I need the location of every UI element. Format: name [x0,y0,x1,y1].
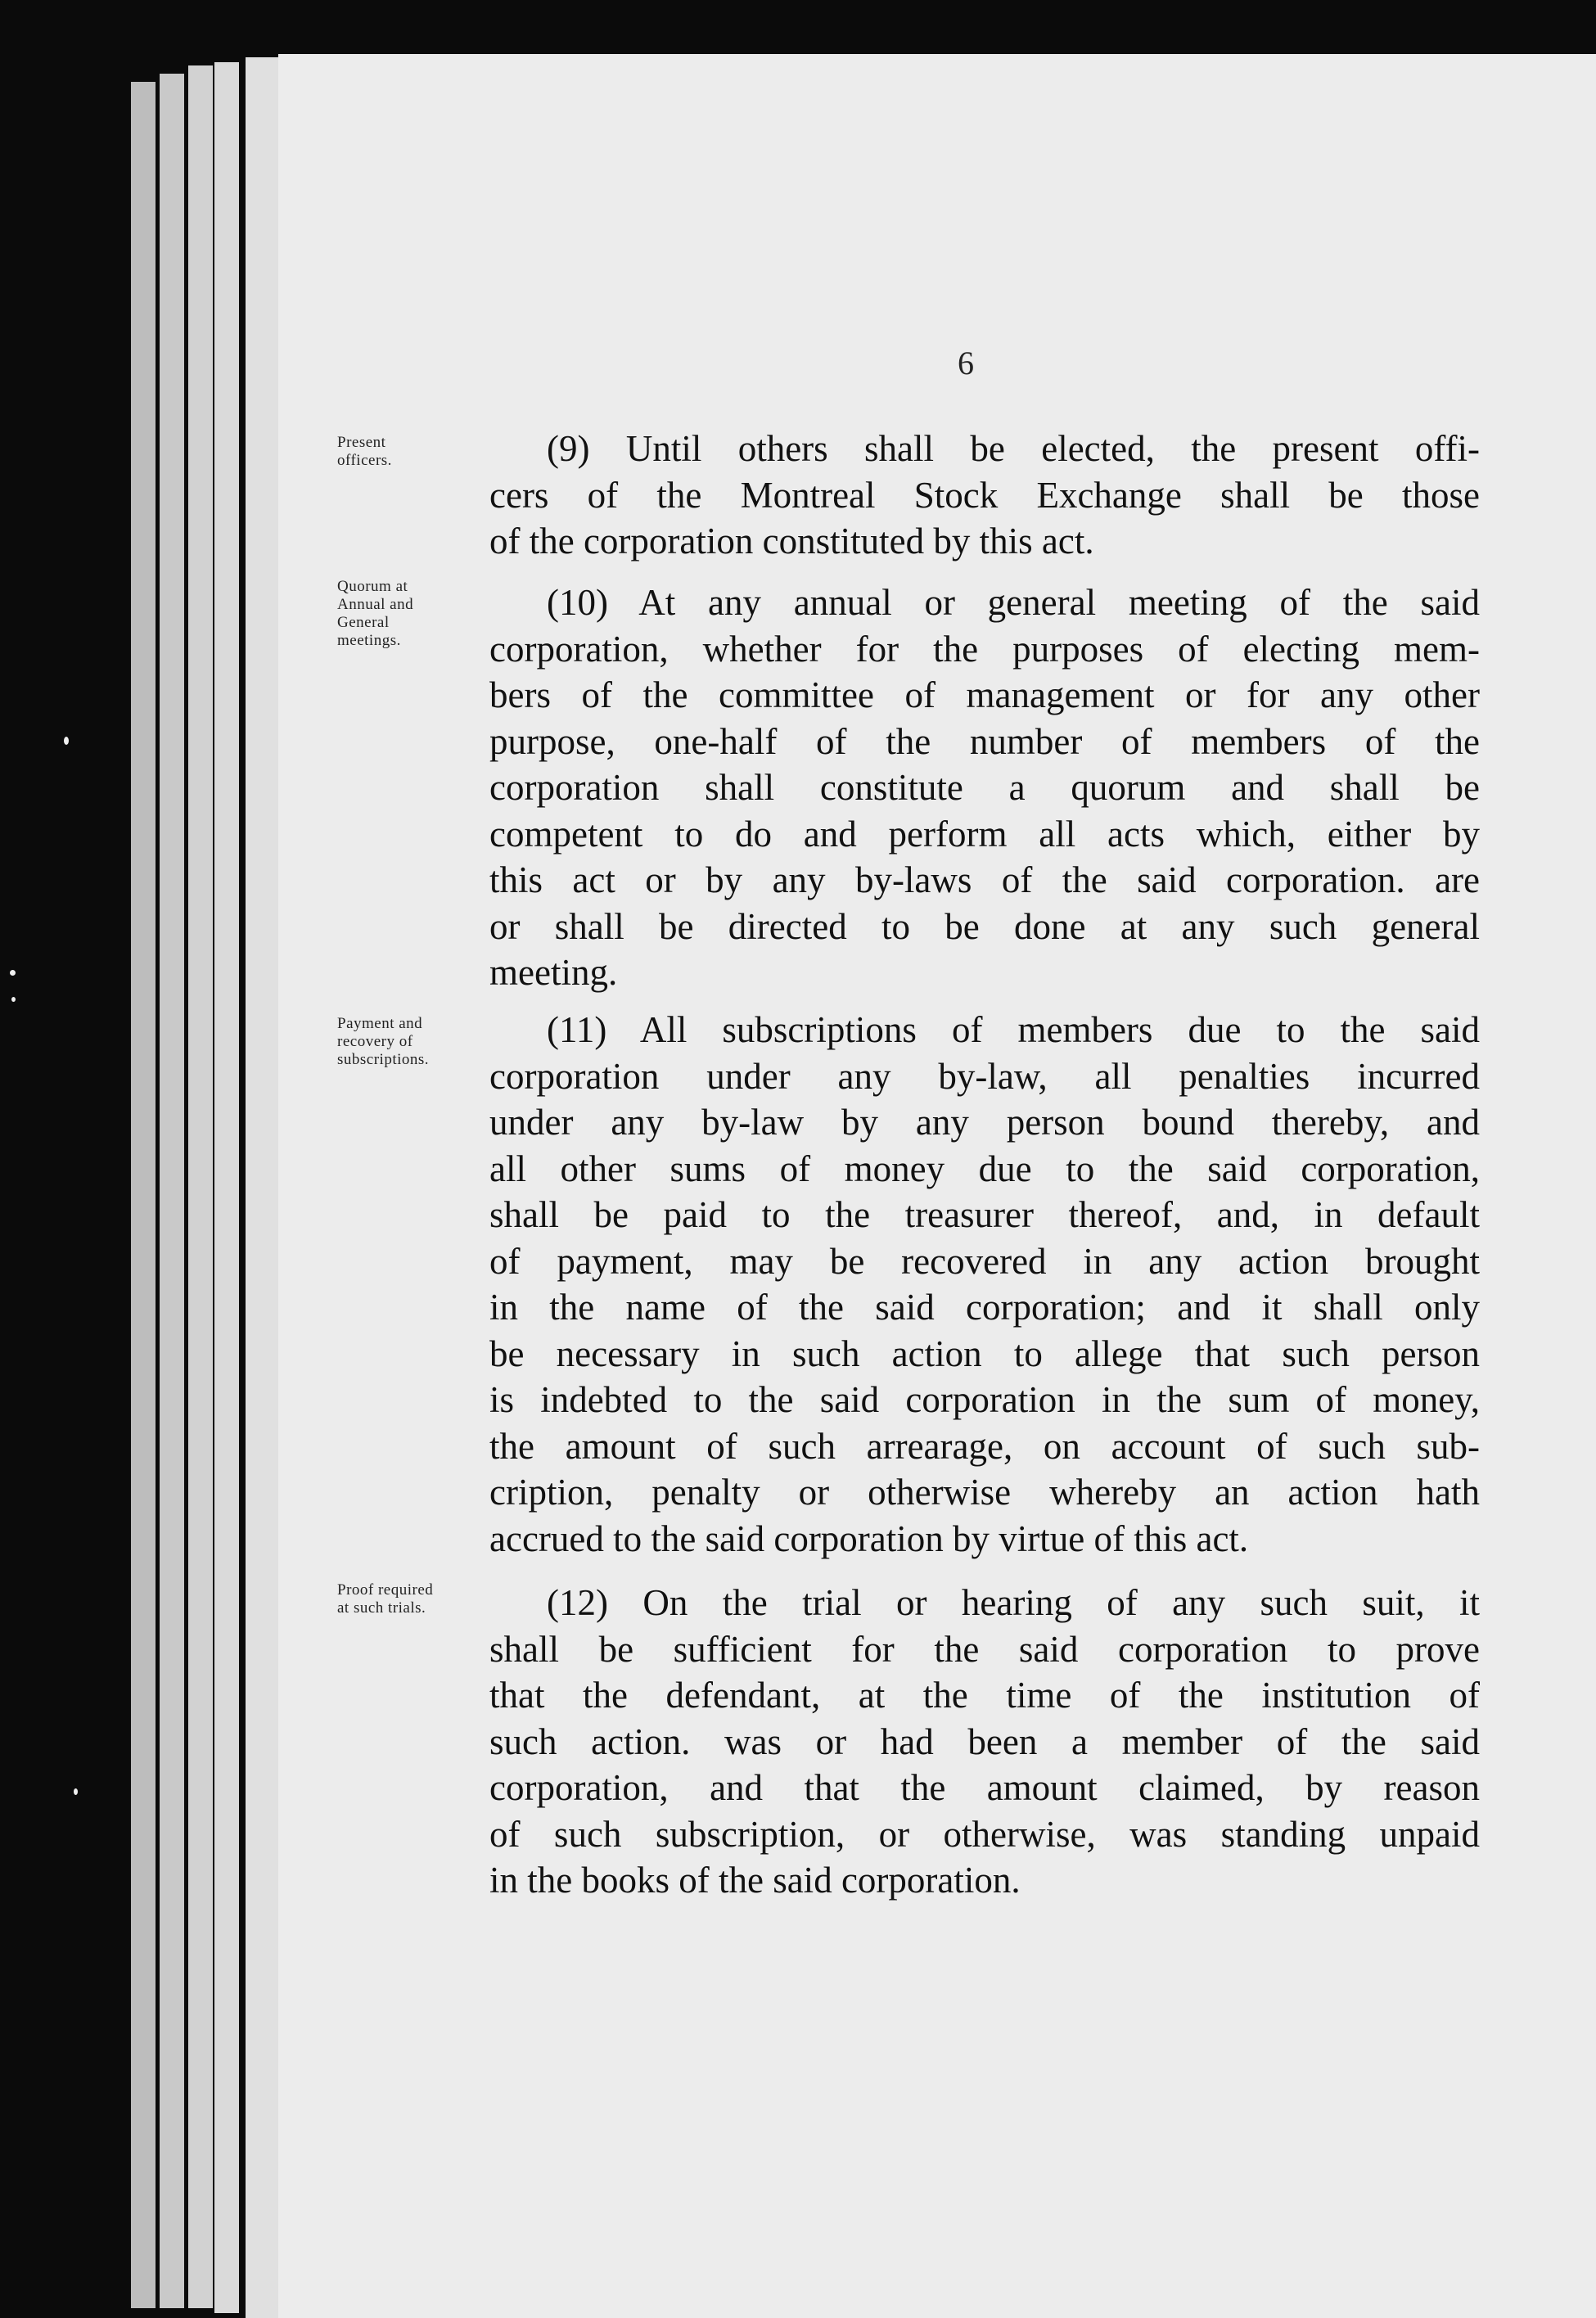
paragraph-line [489,426,1480,472]
margin-note-line: subscriptions. [337,1051,430,1068]
paragraph-line: corporation under any by-law, all penalties incurred [489,1055,1480,1097]
section-number: (9) [547,428,590,469]
page-edge [131,82,156,2308]
paragraph-line: this act or by any by-laws of the said corporation. are [489,859,1480,900]
section-number: (10) [547,582,608,623]
section-number: (12) [547,1582,608,1623]
line-text: At any annual or general meeting of the said [638,582,1480,623]
margin-note-line: meetings. [337,632,401,649]
paragraph-line: of the corporation constituted by this act. [489,521,1094,561]
paragraph-line: be necessary in such action to allege that such person [489,1333,1480,1374]
paragraph-line: corporation, whether for the purposes of electing mem- [489,628,1480,670]
scan-speck [11,997,16,1002]
paragraph-line: competent to do and perform all acts which, either by [489,813,1480,855]
margin-note-line: officers. [337,452,392,469]
margin-note-quorum [337,578,485,650]
page-edge [188,65,213,2308]
paragraph-line: or shall be directed to be done at any such general [489,905,1480,947]
page-number: 6 [958,345,974,381]
paragraph-line: shall be paid to the treasurer thereof, and, in default [489,1194,1480,1235]
paragraph-line: purpose, one-half of the number of members of the [489,720,1480,762]
margin-note-line: Payment and [337,1015,423,1032]
paragraph-line: accrued to the said corporation by virtue of this act. [489,1518,1249,1559]
margin-note-line: Quorum at [337,578,408,595]
paragraph-line: of payment, may be recovered in any action brought [489,1240,1480,1282]
paragraph-line: corporation, and that the amount claimed, by reason [489,1767,1480,1808]
paragraph-line: shall be sufficient for the said corporation to prove [489,1628,1480,1670]
scan-speck [64,737,69,745]
paragraph-line: of such subscription, or otherwise, was standing unpaid [489,1813,1480,1855]
margin-note-line: Proof required [337,1581,434,1599]
line-text: On the trial or hearing of any such suit, it [642,1582,1481,1623]
paragraph-line: cers of the Montreal Stock Exchange shall be those [489,474,1480,516]
paragraph-line: in the books of the said corporation. [489,1860,1021,1901]
paragraph-line: the amount of such arrearage, on account of such sub- [489,1425,1480,1467]
section-9 [489,426,1480,565]
paragraph-line: corporation shall constitute a quorum and shall be [489,767,1480,808]
paragraph-line: such action. was or had been a member of the said [489,1720,1480,1762]
margin-note-line: Annual and [337,596,414,613]
paragraph-line [489,580,1480,626]
margin-note-line: at such trials. [337,1599,426,1617]
margin-note-proof [337,1581,485,1617]
margin-note-line: Present [337,434,386,451]
scan-speck [10,970,16,976]
paragraph-line: bers of the committee of management or for any other [489,674,1480,715]
paragraph-line [489,1007,1480,1053]
scan-speck [74,1788,78,1795]
line-text: All subscriptions of members due to the said [639,1009,1480,1050]
section-10 [489,580,1480,996]
margin-note-present-officers [337,434,485,470]
paragraph-line: that the defendant, at the time of the institution of [489,1675,1480,1716]
paragraph-line: is indebted to the said corporation in the sum of money, [489,1379,1480,1420]
page-edge [214,62,239,2313]
section-number: (11) [547,1009,607,1050]
line-text: Until others shall be elected, the present offi- [625,428,1481,469]
section-12 [489,1580,1480,1904]
page-edge [160,74,184,2308]
paragraph-line: under any by-law by any person bound thereby, and [489,1102,1480,1143]
paragraph-line: in the name of the said corporation; and it shall only [489,1287,1480,1328]
margin-note-payment [337,1015,485,1069]
margin-note-line: recovery of [337,1033,413,1050]
paragraph-line: all other sums of money due to the said corporation, [489,1148,1480,1189]
section-11 [489,1007,1480,1562]
margin-note-line: General [337,614,390,631]
paragraph-line: cription, penalty or otherwise whereby an action hath [489,1472,1480,1513]
paragraph-line: meeting. [489,952,618,993]
paragraph-line [489,1580,1480,1626]
